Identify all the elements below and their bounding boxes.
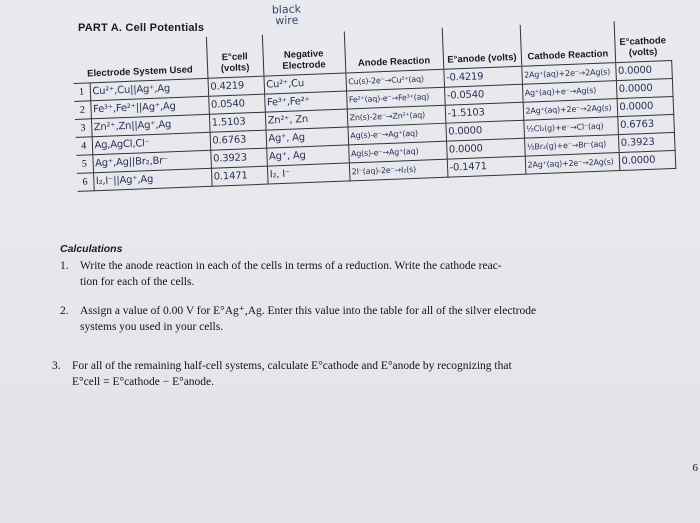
anode-reaction-cell: Cu(s)-2e⁻→Cu²⁺(aq) [345, 69, 444, 91]
anode-reaction-cell: Ag(s)-e⁻→Ag⁺(aq) [347, 123, 446, 145]
eanode-value-cell: -1.5103 [445, 102, 524, 123]
header-electrode: Electrode System Used [86, 64, 193, 80]
cathode-reaction-cell: Ag⁺(aq)+e⁻→Ag(s) [522, 81, 617, 103]
header-ecathode: E°cathode (volts) [614, 19, 672, 63]
margin-note-line-2: wire [275, 13, 299, 28]
ecell-value-cell: 0.1471 [211, 166, 268, 186]
electrode-system-cell: Cu²⁺,Cu||Ag⁺,Ag [90, 78, 209, 101]
ecathode-value-cell: 0.0000 [616, 78, 673, 98]
calc-item-2 [60, 303, 670, 337]
header-ecell: E°cell (volts) [206, 35, 264, 79]
row-number: 3 [75, 119, 92, 138]
ecell-value-cell: 1.5103 [209, 112, 266, 132]
row-number: 1 [74, 83, 91, 102]
calc-item-2-line-1: Assign a value of 0.00 V for E°Ag⁺,Ag. Enter this value into the table for all of the silver electrode [80, 305, 537, 317]
header-anode-reaction: Anode Reaction [344, 28, 444, 73]
ecathode-value-cell: 0.6763 [617, 114, 674, 134]
negative-electrode-cell: Cu²⁺,Cu [263, 73, 346, 94]
calc-item-1-number: 1. [60, 260, 69, 272]
anode-reaction-cell: 2I⁻(aq)-2e⁻→I₂(s) [349, 159, 448, 181]
row-number: 6 [77, 173, 94, 192]
electrode-system-cell: I₂,I⁻||Ag⁺,Ag [93, 168, 212, 191]
negative-electrode-cell: Ag⁺, Ag [266, 127, 349, 148]
ecell-value-cell: 0.6763 [210, 130, 267, 150]
negative-electrode-cell: I₂, I⁻ [267, 163, 350, 184]
ecathode-value-cell: 0.0000 [615, 61, 672, 81]
eanode-value-cell: 0.0000 [445, 120, 524, 141]
calc-item-3-number: 3. [52, 360, 61, 372]
eanode-value-cell: 0.0000 [446, 138, 525, 159]
calculations-heading: Calculations [60, 243, 123, 255]
eanode-value-cell: -0.0540 [444, 84, 523, 105]
row-number: 5 [76, 155, 93, 174]
cathode-reaction-cell: 2Ag⁺(aq)+2e⁻→2Ag(s) [523, 99, 618, 121]
ecell-value-cell: 0.3923 [210, 148, 267, 168]
page-number-fragment: 6 [692, 462, 698, 474]
calc-item-2-number: 2. [60, 305, 69, 317]
anode-reaction-cell: Ag(s)-e⁻→Ag⁺(aq) [348, 141, 447, 163]
header-eanode: E°anode (volts) [442, 25, 522, 69]
calc-item-3 [52, 358, 672, 392]
handwritten-margin-note [272, 3, 302, 26]
cell-potentials-table [72, 19, 676, 192]
electrode-system-cell: Ag,AgCl,Cl⁻ [92, 132, 211, 155]
ecell-value-cell: 0.4219 [208, 76, 265, 96]
cathode-reaction-cell: ½Br₂(g)+e⁻→Br⁻(aq) [524, 135, 619, 157]
eanode-value-cell: -0.1471 [447, 156, 526, 177]
ecathode-value-cell: 0.0000 [617, 96, 674, 116]
negative-electrode-cell: Zn²⁺, Zn [265, 109, 348, 130]
calc-item-3-line-2: E°cell = E°cathode − E°anode. [72, 376, 215, 388]
anode-reaction-cell: Zn(s)-2e⁻→Zn²⁺(aq) [347, 105, 446, 127]
ecell-value-cell: 0.0540 [208, 94, 265, 114]
ecathode-value-cell: 0.3923 [618, 132, 675, 152]
part-title: PART A. Cell Potentials [78, 22, 205, 34]
calc-item-1 [60, 258, 660, 292]
cathode-reaction-cell: 2Ag⁺(aq)+2e⁻→2Ag(s) [525, 153, 620, 175]
eanode-value-cell: -0.4219 [443, 66, 522, 87]
calc-item-2-line-2: systems you used in your cells. [80, 321, 224, 333]
cathode-reaction-cell: ½Cl₂(g)+e⁻→Cl⁻(aq) [523, 117, 618, 139]
cathode-reaction-cell: 2Ag⁺(aq)+2e⁻→2Ag(s) [521, 63, 616, 85]
header-cathode-reaction: Cathode Reaction [520, 21, 616, 66]
electrode-system-cell: Ag⁺,Ag||Br₂,Br⁻ [92, 150, 211, 173]
cell-potentials-table-wrap [72, 19, 676, 200]
row-number: 4 [76, 137, 93, 156]
electrode-system-cell: Fe³⁺,Fe²⁺||Ag⁺,Ag [90, 96, 209, 119]
calc-item-3-line-1: For all of the remaining half-cell systems, calculate E°cathode and E°anode by recognizing that [72, 360, 512, 372]
calc-item-1-line-2: tion for each of the cells. [80, 276, 195, 288]
calc-item-1-line-1: Write the anode reaction in each of the cells in terms of a reduction. Write the cathode reac- [80, 260, 502, 272]
header-negative-electrode: Negative Electrode [262, 32, 346, 77]
negative-electrode-cell: Fe³⁺,Fe²⁺ [264, 91, 347, 112]
margin-note-line-1: black [271, 2, 302, 17]
row-number: 2 [74, 101, 91, 120]
negative-electrode-cell: Ag⁺, Ag [266, 145, 349, 166]
ecathode-value-cell: 0.0000 [619, 150, 676, 170]
electrode-system-cell: Zn²⁺,Zn||Ag⁺,Ag [91, 114, 210, 137]
anode-reaction-cell: Fe²⁺(aq)-e⁻→Fe³⁺(aq) [346, 87, 445, 109]
